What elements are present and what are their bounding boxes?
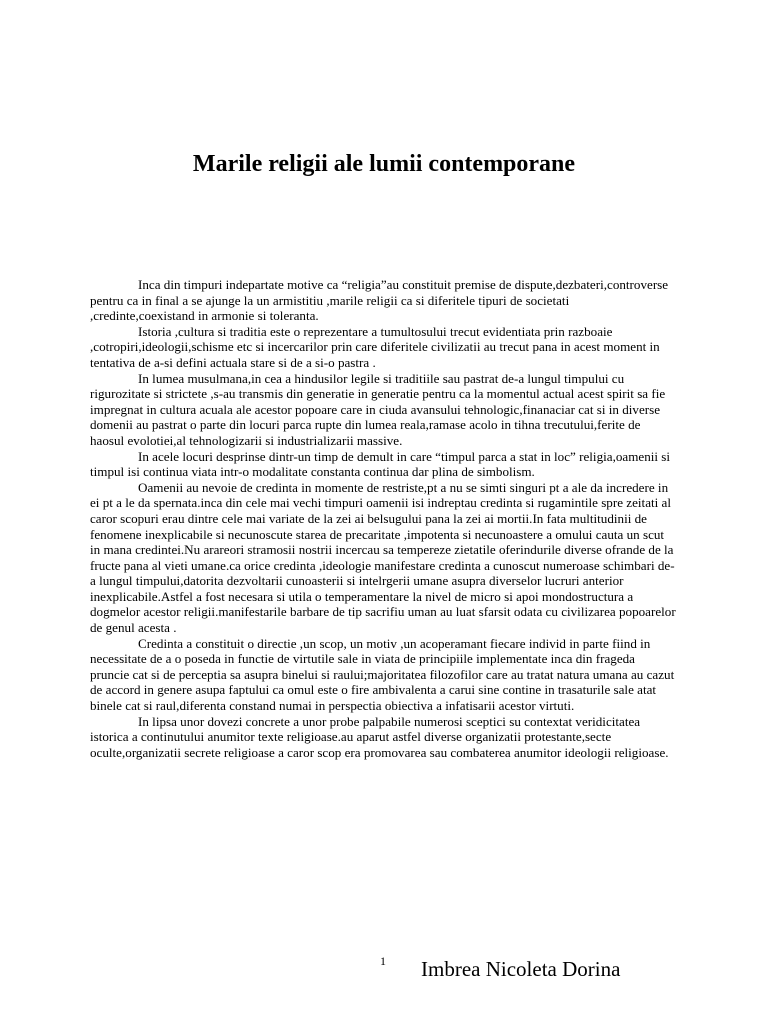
document-body [90,277,676,760]
author-name: Imbrea Nicoleta Dorina [421,957,621,981]
paragraph: Istoria ,cultura si traditia este o reprezentare a tumultosului trecut evidentiata prin razboaie ,cotropiri,ideologii,schisme etc si incercarilor prin care diferitele civilizatii au trecut pana in acest moment in tentativa de a-si defini actuala stare si de a si-o pastra . [90,323,660,370]
paragraph: Inca din timpuri indepartate motive ca “religia”au constituit premise de dispute,dezbateri,controverse pentru ca in final a se ajunge la un armistitiu ,marile religii ca si diferitele tipuri de societati ,credinte,coexistand in armonie si toleranta. [90,277,669,324]
page-number: 1 [380,954,386,968]
paragraph: Oamenii au nevoie de credinta in momente de restriste,pt a nu se simti singuri pt a ale da incredere in ei pt a le da spernata.inca din cele mai vechi timpuri oamenii isi indreptau credinta si rugamintile spre zeitati al caror scopuri erau dintre cele mai variate de la zei ai belsugului pana la zei ai mortii.In fata multitudinii de fenomene inexplicabile si necunoscute starea de precaritate ,impotenta si necunoastere a omului cauta un scut in mana credintei.Nu arareori stramosii nostrii incercau sa tempereze zietatile oferindurile diverse ofrande de la fructe pana al vieti umane.ca orice credinta ,ideologie manifestare credinta a cunoscut numeroase schimbari de-a lungul timpului,datorita dezvoltarii cunoasterii si intelrgerii umane asupra diverselor lucruri anterior inexplicabile.Astfel a fost necesara si utila o temperamentare la nivel de micro si apoi mondostructura a dogmelor acestor religii.manifestarile barbare de tip sacrifiu uman au luat sfarsit odata cu civilizarea popoarelor de genul acesta . [90,479,676,636]
paragraph: Credinta a constituit o directie ,un scop, un motiv ,un acoperamant fiecare individ in parte fiind in necessitate de a o poseda in functie de virtutile sale in viata de principiile implementate inca din fragedа pruncie cat si de perceptia sa asupra binelui si raului;majoritatea filozofilor care au tratat natura umana au cazut de accord in genere asupa faptului ca omul este o fire ambivalenta a carui sine contine in trasaturile sale atat binele cat si raul,diferenta constand numai in perspectia obiectiva a infatisarii acestor virtuti. [90,635,675,714]
paragraph: In lipsa unor dovezi concrete a unor probe palpabile numerosi sceptici su contextat veridicitatea istorica a continutului anumitor texte religioase.au aparut astfel diverse organizatii protestante,secte oculte,organizatii secrete religioase a caror scop era promovarea sau combaterea anumitor ideologii religioase. [90,713,669,760]
paragraph: In lumea musulmana,in cea a hindusilor legile si traditiile sau pastrat de-a lungul timpului cu rigurozitate si strictete ,s-au transmis din generatie in generatie pentru ca la momentul actual acest spirit sa fie impregnat in cultura acuala ale acestor popoare care in ciuda avansului tehnologic,finanaciar cat si in diverse domenii au pastrat o parte din locuri parca rupte din lumea reala,ramase acolo in tihna trecutului,ferite de haosul evolotiei,al tehnologizarii si industrializarii massive. [90,370,666,448]
paragraph: In acele locuri desprinse dintr-un timp de demult in care “timpul parca a stat in loc” religia,oamenii si timpul isi continua viata intr-o modalitate constanta continua dar plina de simbolism. [90,448,671,480]
document-title: Marile religii ale lumii contemporane [192,151,576,177]
